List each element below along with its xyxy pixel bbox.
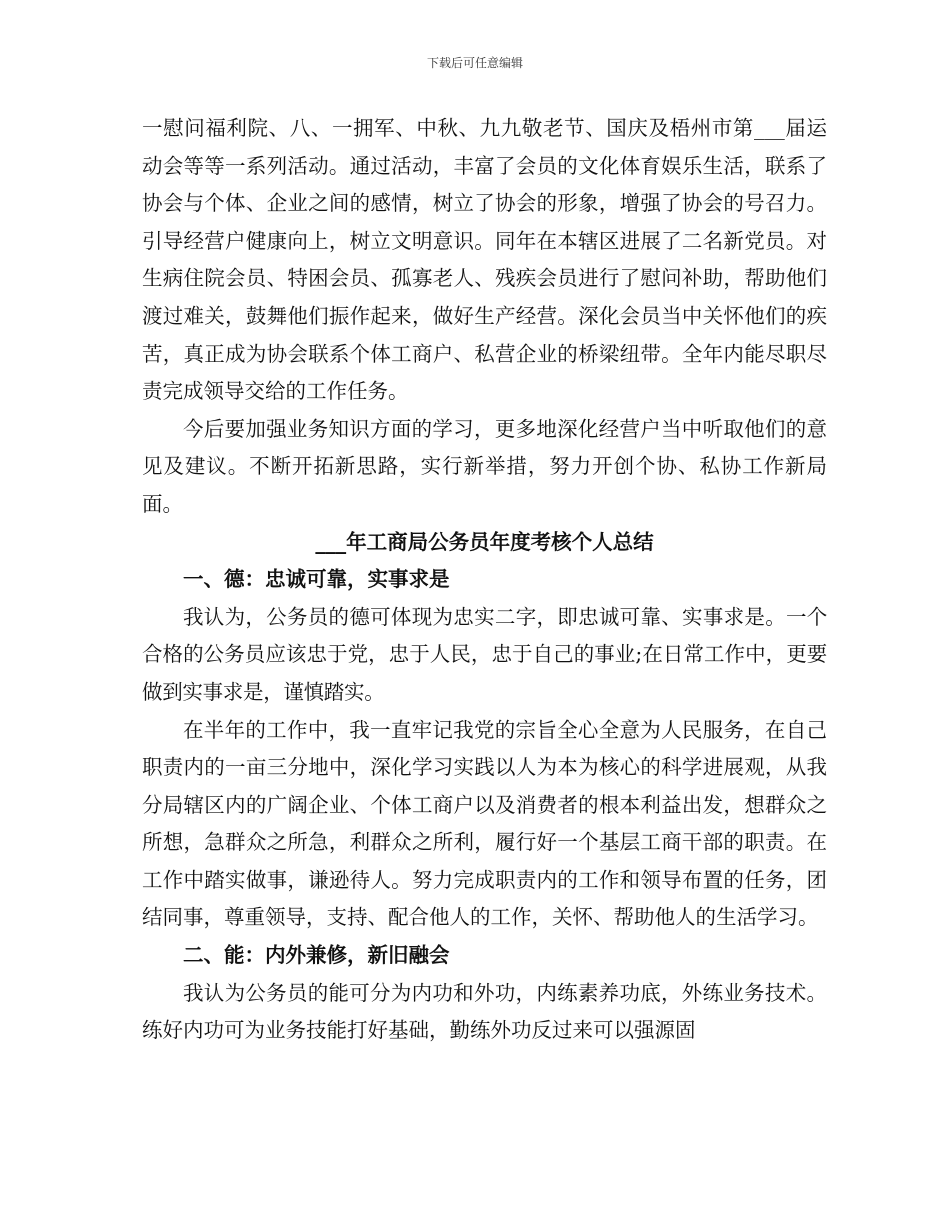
- page-header: 下载后可任意编辑: [426, 56, 523, 70]
- document-title: ___年工商局公务员年度考核个人总结: [315, 529, 654, 554]
- document-body: [142, 110, 827, 1050]
- paragraph-work-half-year: 在半年的工作中，我一直牢记我党的宗旨全心全意为人民服务，在自己职责内的一亩三分地中，深化学习实践以人为本为核心的科学进展观，从我分局辖区内的广阔企业、个体工商户以及消费者的根本利益出发，想群众之所想，急群众之所急，利群众之所利，履行好一个基层工商干部的职责。在工作中踏实做事，谦逊待人。努力完成职责内的工作和领导布置的任务，团结同事，尊重领导，支持、配合他人的工作，关怀、帮助他人的生活学习。: [142, 717, 827, 930]
- paragraph-future-plan: 今后要加强业务知识方面的学习，更多地深化经营户当中听取他们的意见及建议。不断开拓新思路，实行新举措，努力开创个协、私协工作新局面。: [142, 416, 827, 516]
- paragraph-ability: 我认为公务员的能可分为内功和外功，内练素养功底，外练业务技术。练好内功可为业务技能打好基础，勤练外功反过来可以强源固: [142, 980, 827, 1043]
- paragraph-activities: 一慰问福利院、八、一拥军、中秋、九九敬老节、国庆及梧州市第___届运动会等等一系列活动。通过活动，丰富了会员的文化体育娱乐生活，联系了协会与个体、企业之间的感情，树立了协会的形象，增强了协会的号召力。引导经营户健康向上，树立文明意识。同年在本辖区进展了二名新党员。对生病住院会员、特困会员、孤寡老人、残疾会员进行了慰问补助，帮助他们渡过难关，鼓舞他们振作起来，做好生产经营。深化会员当中关怀他们的疾苦，真正成为协会联系个体工商户、私营企业的桥梁纽带。全年内能尽职尽责完成领导交给的工作任务。: [142, 116, 827, 404]
- section-heading-ability: 二、能：内外兼修，新旧融会: [183, 943, 450, 968]
- paragraph-virtue: 我认为，公务员的德可体现为忠实二字，即忠诚可靠、实事求是。一个合格的公务员应该忠于党，忠于人民，忠于自己的事业;在日常工作中，更要做到实事求是，谨慎踏实。: [142, 604, 827, 704]
- section-heading-virtue: 一、德：忠诚可靠，实事求是: [183, 567, 450, 592]
